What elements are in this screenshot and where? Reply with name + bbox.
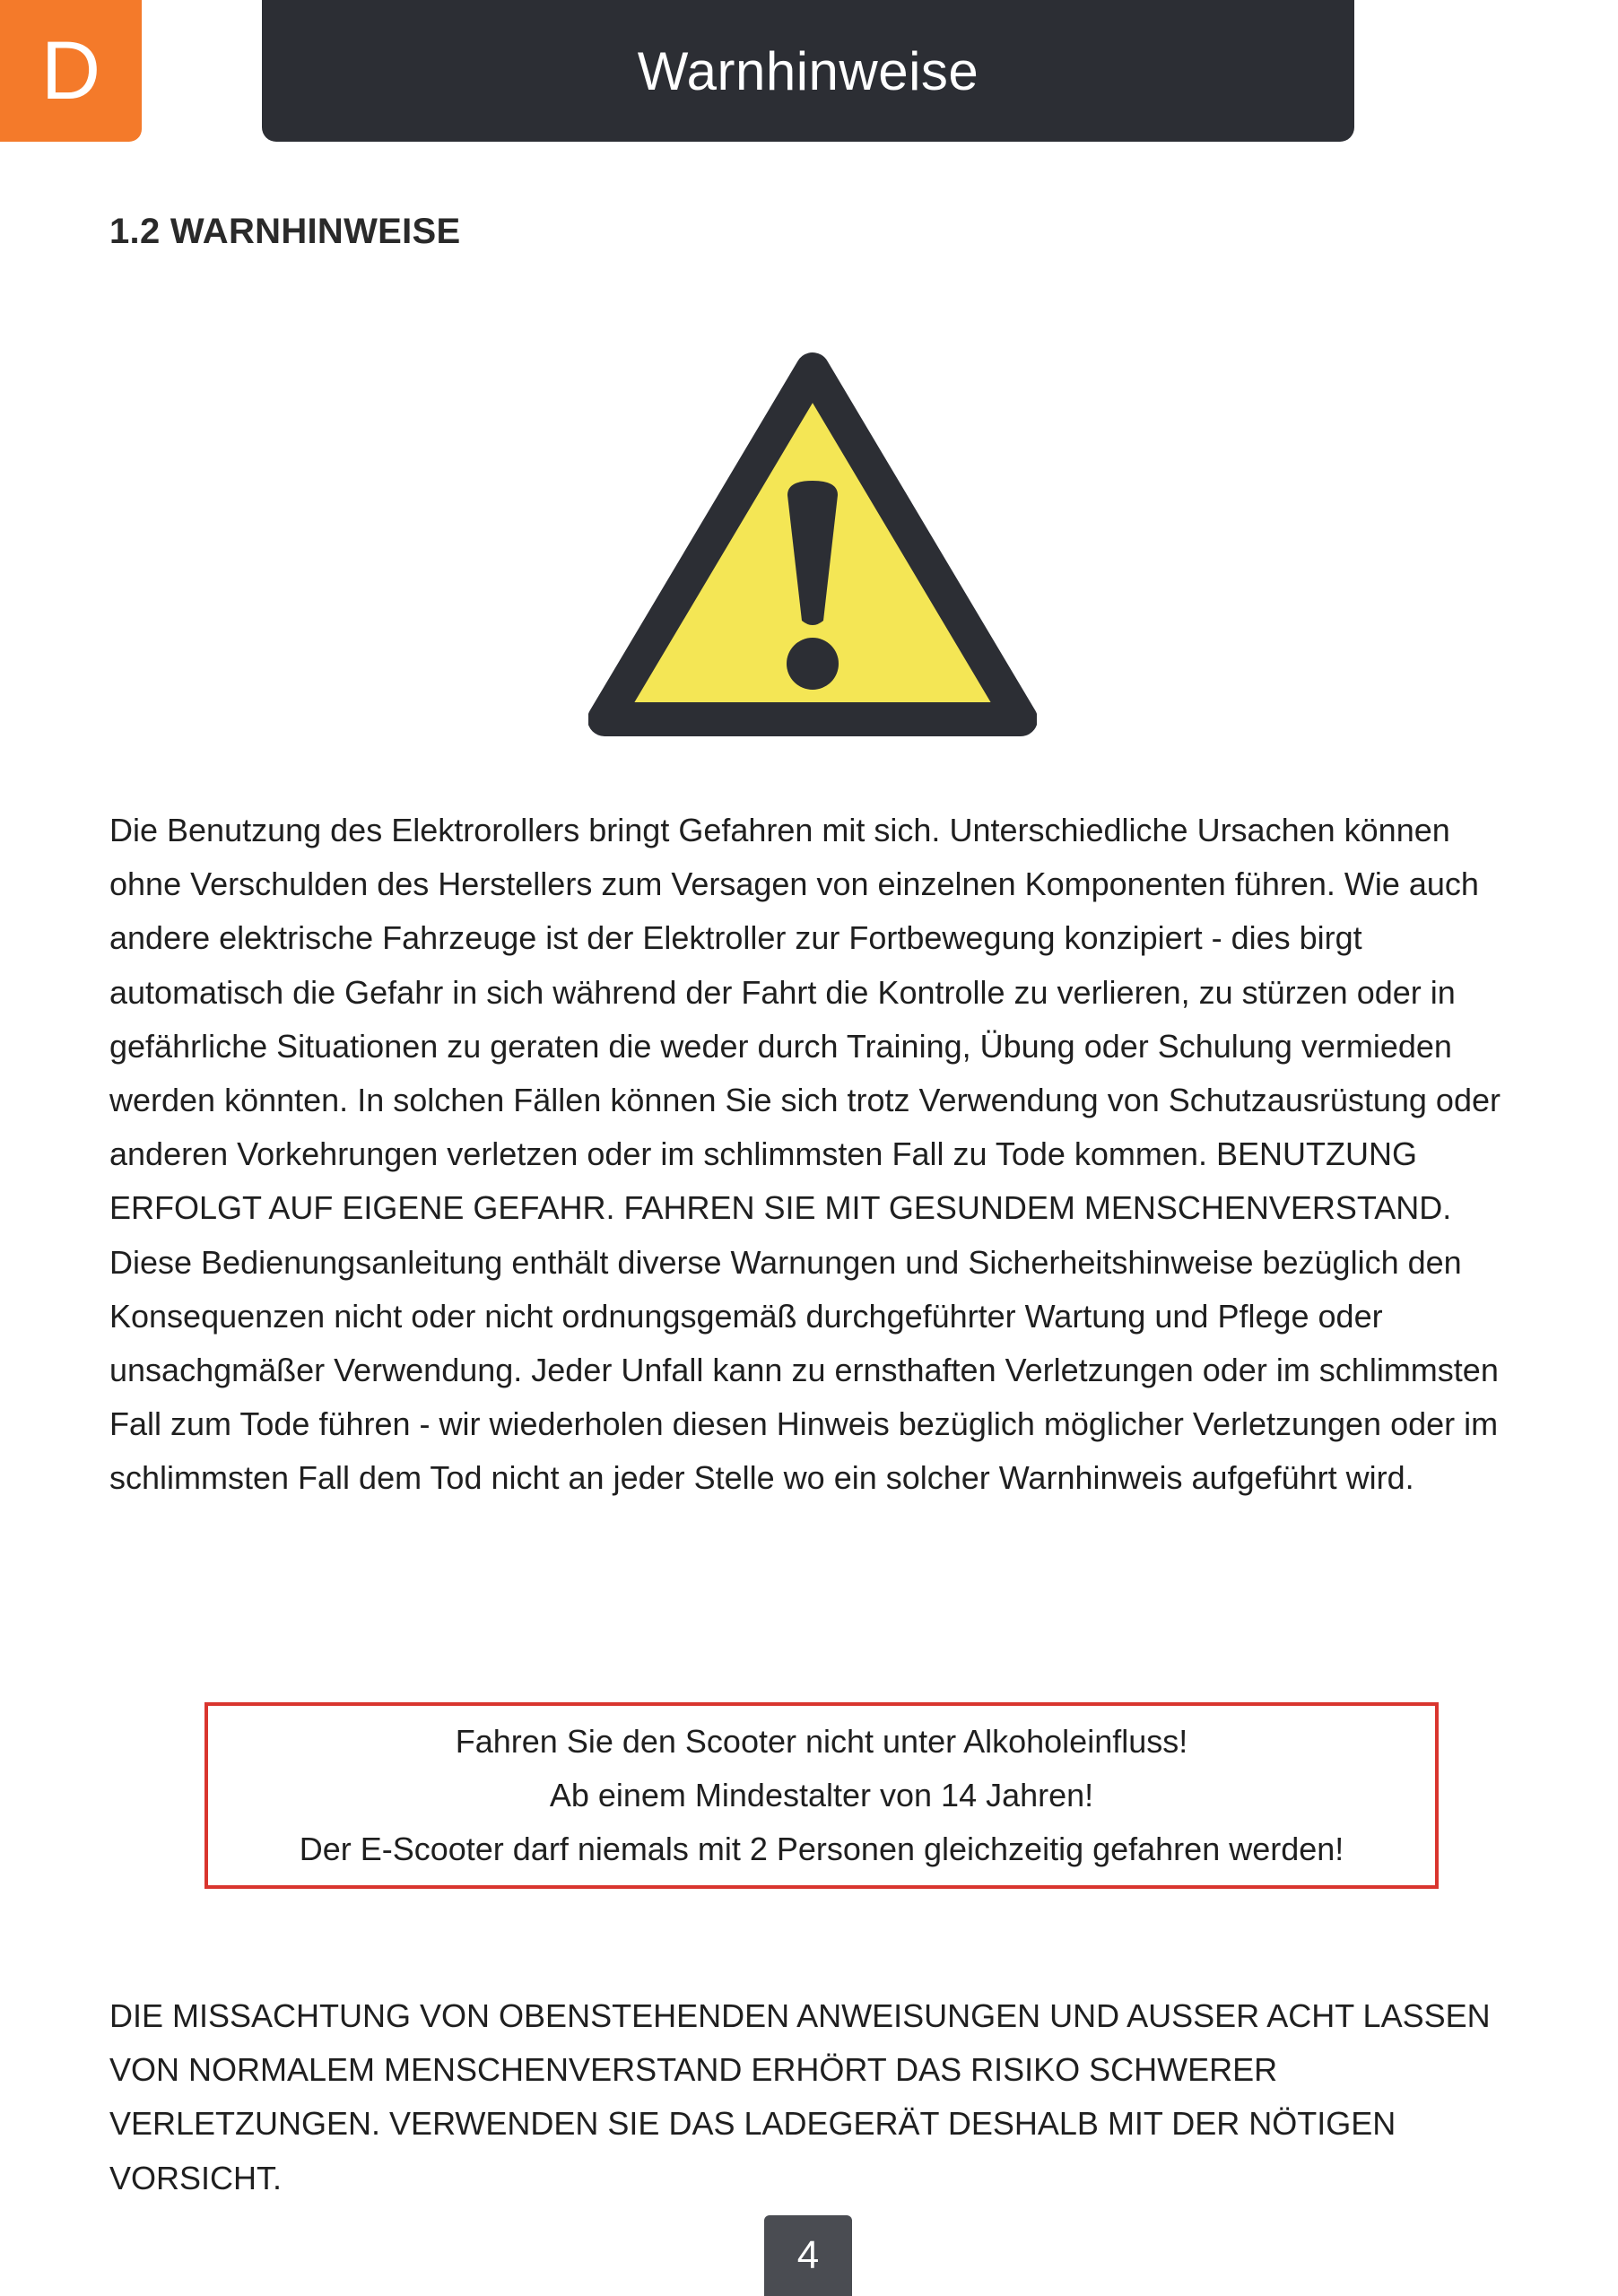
section-title: 1.2 WARNHINWEISE <box>109 212 461 251</box>
page-header <box>262 0 1354 142</box>
notice-line-minimum-age: Ab einem Mindestalter von 14 Jahren! <box>549 1776 1094 1813</box>
body-text <box>109 804 1527 1506</box>
page-number: 4 <box>764 2215 852 2296</box>
paragraph-manual-warnings: Diese Bedienungsanleitung enthält diverse Warnungen und Sicherheitshinweise bezüglich den Konsequenzen nicht oder nicht ordnungsgemäß durchgeführter Wartung und Pflege oder unsachgmäßer Verwendung. Jeder Unfall kann zu ernsthaften Verletzungen oder im schlimmsten Fall zum Tode führen - wir wiederholen diesen Hinweis bezüglich möglicher Verletzungen oder im schlimmsten Fall dem Tod nicht an jeder Stelle wo ein solcher Warnhinweis aufgeführt wird. <box>109 1243 1499 1497</box>
paragraph-hazards: Die Benutzung des Elektrorollers bringt Gefahren mit sich. Unterschiedliche Ursachen können ohne Verschulden des Herstellers zum Versagen von einzelnen Komponenten führen. Wie auch andere elektrische Fahrzeuge ist der Elektroller zur Fortbewegung konzipiert - dies birgt automatisch die Gefahr in sich während der Fahrt die Kontrolle zu verlieren, zu stürzen oder in gefährliche Situationen zu geraten die weder durch Training, Übung oder Schulung vermieden werden könnten. In solchen Fällen können Sie sich trotz Verwendung von Schutzausrüstung oder anderen Vorkehrungen verletzen oder im schlimmsten Fall zu Tode kommen. BENUTZUNG ERFOLGT AUF EIGENE GEFAHR. FAHREN SIE MIT GESUNDEM MENSCHENVERSTAND. <box>109 812 1501 1227</box>
exclamation-dot <box>787 638 839 690</box>
header-title: Warnhinweise <box>637 40 979 101</box>
warning-triangle-icon <box>588 350 1037 744</box>
notice-line-single-rider: Der E-Scooter darf niemals mit 2 Personen gleichzeitig gefahren werden! <box>299 1831 1344 1868</box>
final-warning-text: DIE MISSACHTUNG VON OBENSTEHENDEN ANWEISUNGEN UND AUSSER ACHT LASSEN VON NORMALEM MENSCHENVERSTAND ERHÖRT DAS RISIKO SCHWERER VERLETZUNGEN. VERWENDEN SIE DAS LADEGERÄT DESHALB MIT DER NÖTIGEN VORSICHT. <box>109 1997 1491 2196</box>
language-tab: D <box>0 0 142 142</box>
notice-line-alcohol: Fahren Sie den Scooter nicht unter Alkoholeinfluss! <box>455 1722 1188 1760</box>
safety-notice-box <box>204 1702 1439 1889</box>
